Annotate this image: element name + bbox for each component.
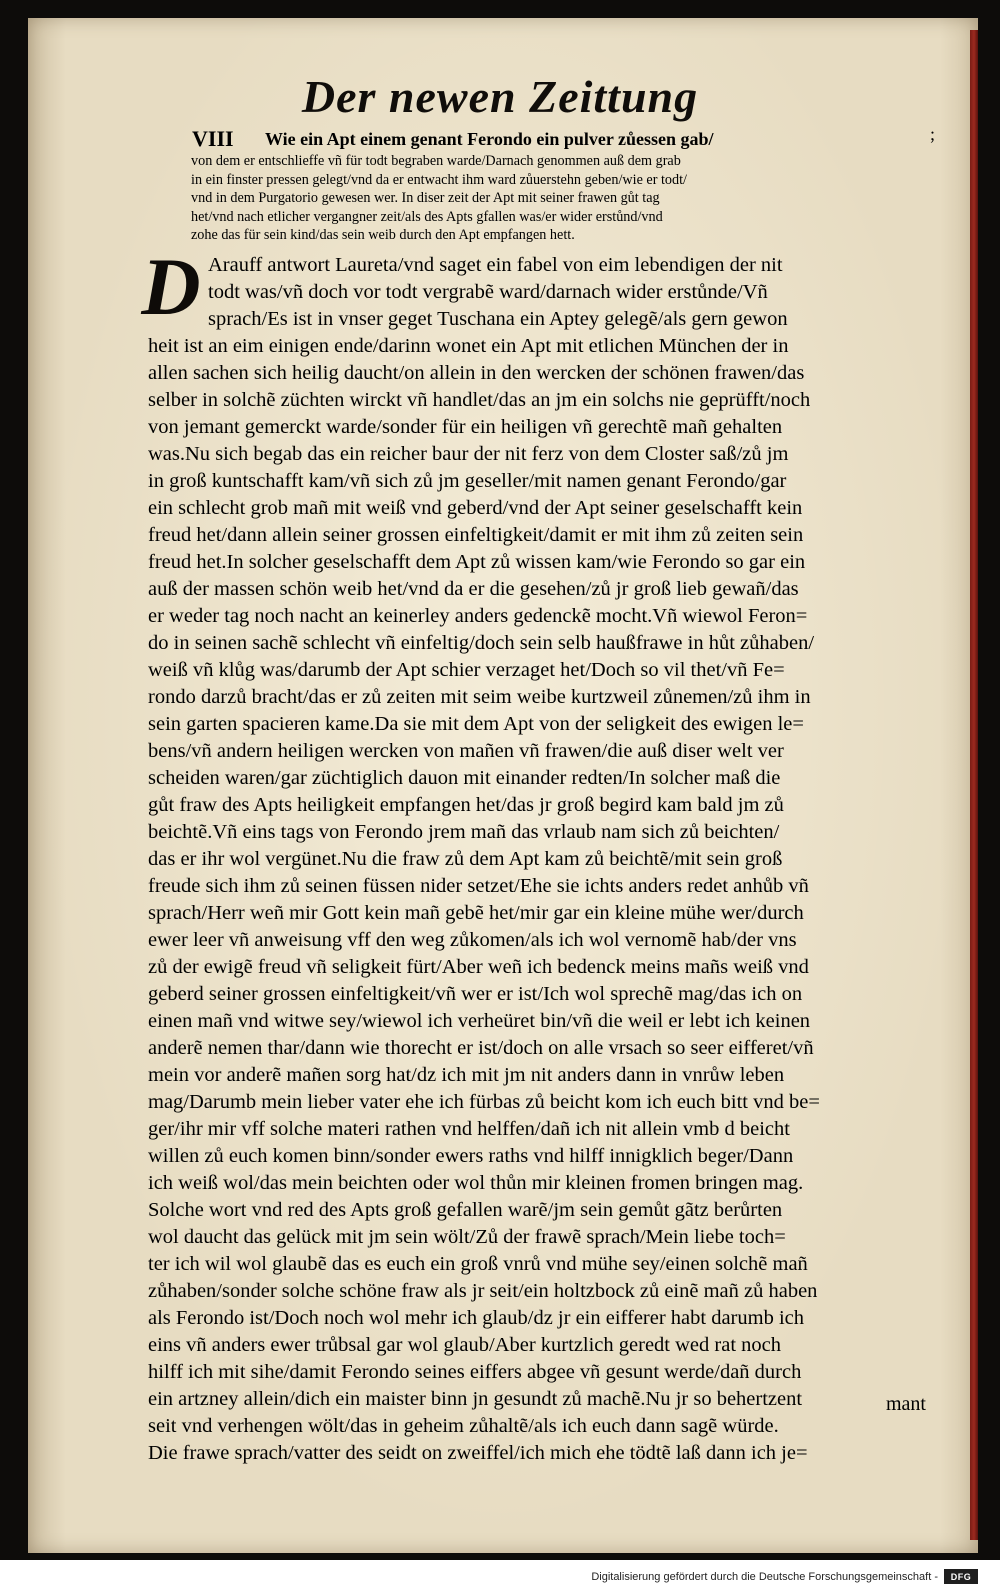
body-line: rondo darzů bracht/das er zů zeiten mit seim weibe kurtzweil zůnemen/zů ihm in [148, 686, 811, 708]
body-line: freude sich ihm zů seinen füssen nider setzet/Ehe sie ichts anders redet anhůb vñ [148, 875, 809, 897]
catchword: mant [886, 1393, 926, 1415]
body-line: beichtẽ.Vñ eins tags von Ferondo jrem mañ das vrlaub nam sich zů beichten/ [148, 821, 780, 843]
body-line: ter ich wil wol glaubẽ das es euch ein groß vnrů vnd mühe sey/einen solchẽ mañ [148, 1253, 808, 1275]
body-line: anderẽ nemen thar/dann wie thorecht er ist/doch on alle vrsach so seer eifferet/vñ [148, 1037, 814, 1059]
chapter-summary [191, 126, 911, 245]
body-line: er weder tag noch nacht an keinerley anders gedenckẽ mocht.Vñ wiewol Feron= [148, 605, 808, 627]
margin-mark: ; [930, 124, 936, 144]
body-line: wol daucht das gelück mit jm sein wölt/Zů der frawẽ sprach/Mein liebe toch= [148, 1226, 786, 1248]
footer-credit: Digitalisierung gefördert durch die Deutsche Forschungsgemeinschaft - [591, 1571, 938, 1583]
running-head: Der newen Zeittung [301, 71, 699, 122]
body-line: geberd seiner grossen einfeltigkeit/vñ wer er ist/Ich wol sprechẽ mag/das ich on [148, 983, 803, 1005]
body-line: ewer leer vñ anweisung vff den weg zůkomen/als ich wol vernomẽ hab/der vns [148, 929, 797, 951]
body-line: das er ihr wol vergünet.Nu die fraw zů dem Apt kam zů beichtẽ/mit sein groß [148, 848, 783, 870]
body-line: als Ferondo ist/Doch noch wol mehr ich glaub/dz jr ein eifferer habt darumb ich [148, 1307, 804, 1329]
footer-bar [0, 1563, 1000, 1593]
body-line: Arauff antwort Laureta/vnd saget ein fabel von eim lebendigen der nit [208, 254, 783, 276]
body-line: in groß kuntschafft kam/vñ sich zů jm geseller/mit namen genant Ferondo/gar [148, 470, 787, 492]
body-line: ich weiß wol/das mein beichten oder wol thůn mir kleinen fromen bringen mag. [148, 1172, 804, 1194]
body-line: hilff ich mit sihe/damit Ferondo seines eiffers abgee vñ gesunt werde/dañ durch [148, 1361, 802, 1383]
summary-line: zohe das für sein kind/das sein weib durch den Apt empfangen hett. [191, 227, 575, 243]
body-line: mein vor anderẽ mañen sorg hat/dz ich mit jm nit anders dann in vnrůw leben [148, 1064, 785, 1086]
body-line: gůt fraw des Apts heiligkeit empfangen het/das jr groß begird kam bald jm zů [148, 794, 784, 816]
body-text [148, 252, 938, 1467]
body-line: sprach/Es ist in vnser geget Tuschana ein Aptey gelegẽ/als gern gewon [208, 308, 788, 330]
body-line: Solche wort vnd red des Apts groß gefallen warẽ/jm sein gemůt gãtz berůrten [148, 1199, 783, 1221]
body-line: einen mañ vnd witwe sey/wiewol ich verheüret bin/vñ die weil er lebt ich keinen [148, 1010, 811, 1032]
body-line: eins vñ anders ewer trůbsal gar wol glaub/Aber kurtzlich geredt wed rat noch [148, 1334, 781, 1356]
summary-line: Wie ein Apt einem genant Ferondo ein pulver zůessen gab/ [265, 129, 714, 149]
summary-line: het/vnd nach etlicher vergangner zeit/als des Apts gfallen was/er wider erstůnd/vnd [191, 208, 663, 225]
body-line: weiß vñ klůg was/darumb der Apt schier verzaget het/Doch so vil thet/vñ Fe= [148, 659, 785, 681]
body-line: auß der massen schön weib het/vnd da er die gesehen/zů jr groß lieb gewañ/das [148, 578, 799, 600]
body-line: ein schlecht grob mañ mit weiß vnd geberd/vnd der Apt seiner geselschafft kein [148, 497, 803, 519]
body-line: Die frawe sprach/vatter des seidt on zweiffel/ich mich ehe tödtẽ laß dann ich je= [148, 1442, 808, 1464]
body-line: heit ist an eim einigen ende/darinn wonet ein Apt mit etlichen München der in [148, 335, 789, 357]
body-line: allen sachen sich heilig daucht/on allein in den wercken der schönen frawen/das [148, 362, 805, 384]
dfg-logo: DFG [944, 1569, 978, 1584]
summary-line: in ein finster pressen gelegt/vnd da er entwacht ihm ward zůuerstehn geben/wie er todt/ [191, 171, 688, 188]
summary-line: von dem er entschlieffe vñ für todt begraben warde/Darnach genommen auß dem grab [191, 153, 681, 169]
body-line: do in seinen sachẽ schlecht vñ einfeltig/doch sein selb haußfrawe in hůt zůhaben/ [148, 632, 815, 654]
body-line: seit vnd verhengen wölt/das in geheim zůhaltẽ/als ich euch dann sagẽ würde. [148, 1415, 779, 1437]
drop-initial: D [141, 241, 201, 332]
body-line: freud het/dann allein seiner grossen einfeltigkeit/damit er mit ihm zů zeiten sein [148, 524, 804, 546]
page-edge [970, 30, 978, 1540]
body-line: willen zů euch komen binn/sonder ewers raths vnd hilff innigklich beger/Dann [148, 1145, 794, 1167]
body-line: scheiden waren/gar züchtiglich dauon mit einander redten/In solcher maß die [148, 767, 781, 789]
body-line: mag/Darumb mein lieber vater ehe ich fürbas zů beicht kom ich euch bitt vnd be= [148, 1091, 820, 1113]
body-line: was.Nu sich begab das ein reicher baur der nit ferz von dem Closter saß/zů jm [148, 443, 789, 465]
body-line: bens/vñ andern heiligen wercken von mañen vñ frawen/die auß diser welt ver [148, 740, 784, 762]
body-line: ein artzney allein/dich ein maister binn jn gesundt zů machẽ.Nu jr so behertzent [148, 1388, 803, 1410]
body-line: von jemant gemerckt warde/sonder für ein heiligen vñ gerechtẽ mañ gehalten [148, 416, 783, 438]
body-line: zů der ewigẽ freud vñ seligkeit fürt/Aber weñ ich bedenck meins mañs weiß vnd [148, 956, 809, 978]
body-line: selber in solchẽ züchten wirckt vñ handlet/das an jm ein solchs nie geprüfft/noch [148, 389, 811, 411]
chapter-number: VIII [192, 126, 234, 151]
summary-line: vnd in dem Purgatorio gewesen wer. In diser zeit der Apt mit seiner frawen gůt tag [191, 190, 660, 206]
body-line: zůhaben/sonder solche schöne fraw als jr seit/ein holtzbock zů einẽ mañ zů haben [148, 1280, 818, 1302]
body-line: ger/ihr mir vff solche materi rathen vnd helffen/dañ ich nit allein vmb d beicht [148, 1118, 790, 1140]
body-line: sprach/Herr weñ mir Gott kein mañ gebẽ het/mir gar ein kleine mühe wer/durch [148, 902, 804, 924]
body-line: freud het.In solcher geselschafft dem Apt zů wissen kam/wie Ferondo so gar ein [148, 551, 806, 573]
body-line: sein garten spacieren kame.Da sie mit dem Apt von der seligkeit des ewigen le= [148, 713, 804, 735]
body-line: todt was/vñ doch vor todt vergrabẽ ward/darnach wider erstůnde/Vñ [208, 281, 768, 303]
